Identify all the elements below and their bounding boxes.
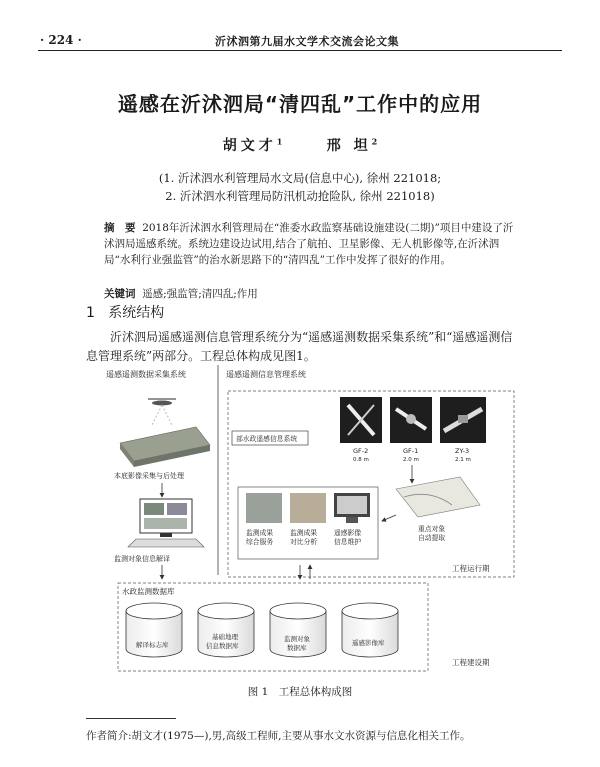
author-footnote: 作者简介:胡文才(1975—),男,高级工程师,主要从事水文水资源与信息化相关工作。 — [86, 730, 471, 742]
author-2: 邢 坦 — [326, 138, 372, 154]
abstract-text: 2018年沂沭泗水利管理局在“淮委水政监察基础设施建设(二期)”项目中建设了沂沭泗局遥感系统。系统边建设边试用,结合了航拍、卫星影像、无人机影像等,在沂沭泗局“水利行业强监管”的治水新思路下的“清四乱”工作中发挥了很好的作用。 — [104, 222, 514, 266]
db-geo-line2: 信息数据库 — [206, 642, 239, 650]
module-maintain-line2: 信息维护 — [334, 538, 362, 546]
module-service-line2: 综合服务 — [246, 538, 274, 546]
preprocess-label: 本底影像采集与后处理 — [114, 472, 184, 480]
paper-title: 遥感在沂沭泗局“清四乱”工作中的应用 — [117, 92, 483, 116]
section-title: 系统结构 — [108, 305, 165, 321]
author-line — [40, 135, 560, 155]
satellite-gf2-res: 0.8 m — [353, 457, 369, 463]
footnote-rule — [86, 718, 176, 719]
satellite-gf1-name: GF-1 — [403, 447, 419, 455]
left-system-title: 遥感遥测数据采集系统 — [106, 370, 186, 379]
satellite-zy3-res: 2.1 m — [455, 457, 471, 463]
right-system-title: 遥感遥测信息管理系统 — [226, 370, 306, 379]
arrow-extract-to-modules — [382, 515, 396, 521]
extract-line1: 重点对象 — [418, 525, 446, 533]
figure-caption: 图 1 工程总体构成图 — [247, 686, 353, 698]
extraction-map-icon — [396, 477, 480, 517]
header-rule — [38, 50, 562, 51]
satellite-gf1-res: 2.0 m — [403, 457, 419, 463]
module-compare-line2: 对比分析 — [290, 538, 318, 546]
satellite-gf2-tile — [340, 397, 382, 443]
drone-icon — [148, 399, 176, 425]
section-paragraph: 沂沭泗局遥感遥测信息管理系统分为“遥感遥测数据采集系统”和“遥感遥测信息管理系统”两部分。工程总体构成见图1。 — [86, 330, 513, 363]
keywords-label: 关键词 — [104, 288, 136, 300]
module-service-thumb — [246, 493, 282, 523]
author-1-mark: 1 — [276, 136, 283, 147]
db-object-line1: 监测对象 — [284, 635, 310, 643]
ministry-system-label: 部水政遥感信息系统 — [236, 435, 298, 443]
satellite-gf2-name: GF-2 — [353, 447, 369, 455]
module-compare-thumb — [290, 493, 326, 523]
db-object-line2: 数据库 — [287, 644, 307, 652]
abstract-label: 摘 要 — [104, 222, 136, 234]
db-geo-line1: 基础地理 — [212, 633, 238, 641]
section-number: 1 — [86, 305, 95, 321]
satellite-zy3-tile — [440, 397, 486, 443]
affiliation-1: (1. 沂沭泗水利管理局水文局(信息中心), 徐州 221018; — [158, 171, 442, 185]
section-heading — [86, 302, 164, 322]
db-interpret-line1: 解译标志库 — [136, 641, 169, 649]
author-2-mark: 2 — [371, 136, 378, 147]
extract-line2: 自动提取 — [418, 534, 446, 542]
abstract — [104, 220, 522, 268]
figure-architecture-diagram — [100, 365, 520, 677]
interpret-label: 监测对象信息解译 — [114, 555, 170, 563]
db-imagery-line1: 遥感影像库 — [352, 639, 385, 647]
module-maintain-line1: 遥感影像 — [334, 529, 362, 537]
build-period-label: 工程建设期 — [452, 658, 490, 667]
satellite-gf1-tile — [390, 397, 432, 443]
page-number: · 224 · — [40, 33, 82, 47]
author-1: 胡文才 — [222, 138, 277, 154]
terrain-image-icon — [120, 427, 210, 467]
run-period-label: 工程运行期 — [452, 564, 490, 573]
journal-title: 沂沭泗第九届水文学术交流会论文集 — [215, 35, 399, 48]
satellite-zy3-name: ZY-3 — [455, 447, 470, 455]
module-compare-line1: 监测成果 — [290, 529, 318, 537]
db-cylinder-imagery — [342, 603, 398, 657]
affiliation-2: 2. 沂沭泗水利管理局防汛机动抢险队, 徐州 221018) — [165, 189, 435, 203]
computer-monitor-icon — [128, 499, 204, 547]
keywords — [104, 286, 522, 301]
keywords-text: 遥感;强监管;清四乱;作用 — [142, 288, 258, 300]
database-title: 水政监测数据库 — [122, 587, 175, 596]
module-service-line1: 监测成果 — [246, 529, 274, 537]
